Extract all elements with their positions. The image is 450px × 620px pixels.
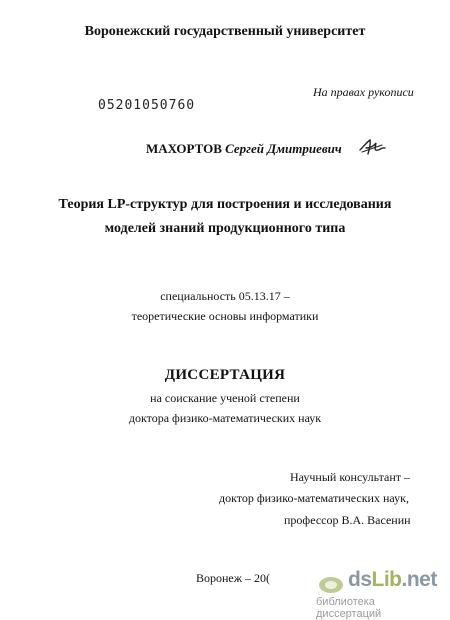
author-name: [146, 141, 342, 157]
consultant-line-3: профессор В.А. Васенин: [284, 513, 411, 527]
watermark-caption: библиотека диссертаций: [316, 596, 382, 620]
signature-icon: [358, 136, 386, 158]
title-line-2: моделей знаний продукционного типа: [104, 221, 346, 236]
author-given-name: Сергей Дмитриевич: [225, 141, 342, 156]
author-surname: МАХОРТОВ: [146, 141, 222, 156]
degree-line-2: доктора физико-математических наук: [128, 411, 322, 425]
watermark-logo[interactable]: [316, 568, 446, 620]
degree-line-1: на соискание ученой степени: [150, 391, 300, 405]
university-name: Воронежский государственный университет: [84, 24, 366, 39]
city-year: Воронеж – 20(: [196, 571, 271, 585]
watermark-logo-part1: ds: [348, 568, 372, 591]
watermark-logo-text: [348, 568, 437, 592]
document-type-heading: ДИССЕРТАЦИЯ: [164, 367, 286, 383]
specialty-line-1: специальность 05.13.17 –: [160, 289, 290, 303]
specialty-line-2: теоретические основы информатики: [131, 309, 319, 323]
manuscript-note: На правах рукописи: [313, 85, 414, 99]
consultant-line-2: доктор физико-математических наук,: [219, 491, 409, 505]
watermark-logo-part3: .net: [401, 568, 437, 591]
stamp-number: 05201050760: [98, 98, 196, 113]
consultant-line-1: Научный консультант –: [290, 470, 410, 484]
title-line-1: Теория LP-структур для построения и исследования: [58, 197, 392, 212]
dslib-logo-icon: [318, 576, 344, 594]
watermark-logo-part2: Lib: [371, 568, 402, 591]
